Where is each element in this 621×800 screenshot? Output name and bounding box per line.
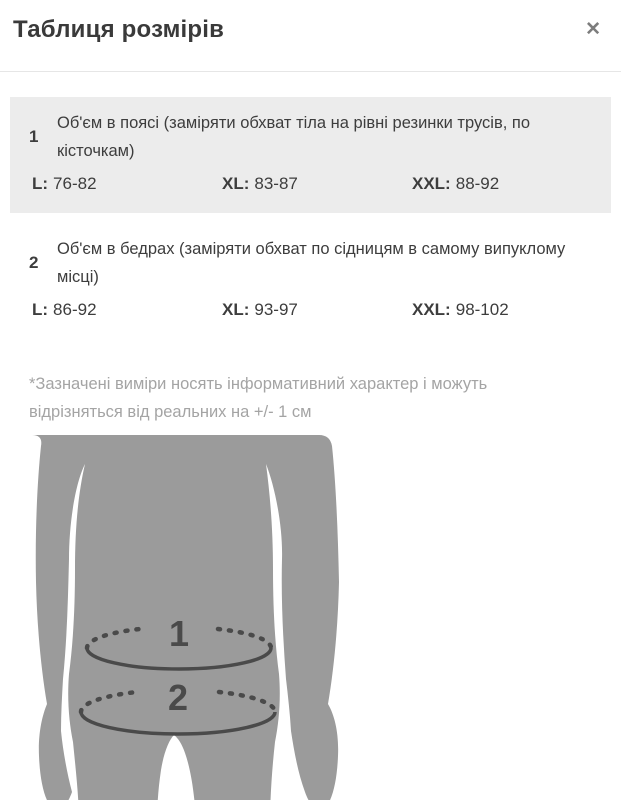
size-cell-l bbox=[32, 172, 222, 196]
size-label: L: bbox=[32, 300, 49, 319]
body-measurement-illustration bbox=[18, 434, 345, 800]
measurement-number: 1 bbox=[29, 127, 39, 146]
sizes-row bbox=[29, 172, 591, 196]
size-value: 93-97 bbox=[254, 300, 298, 319]
size-value: 83-87 bbox=[254, 174, 298, 193]
size-cell-xl bbox=[222, 298, 412, 322]
size-value: 86-92 bbox=[53, 300, 97, 319]
header-divider bbox=[0, 71, 621, 72]
size-cell-xxl bbox=[412, 172, 499, 196]
close-icon[interactable]: ✕ bbox=[585, 19, 601, 40]
description-row bbox=[29, 109, 591, 165]
measurement-description: Об'єм в бедрах (заміряти обхват по сідницям в самому випуклому місці) bbox=[57, 240, 566, 286]
measurement-note: *Зазначені виміри носять інформативний характер і можуть відрізняться від реальних на +/- 1 см bbox=[29, 375, 488, 421]
measurement-label-2: 2 bbox=[167, 677, 189, 718]
size-value: 88-92 bbox=[455, 174, 500, 193]
page-title: Таблиця розмірів bbox=[13, 16, 225, 43]
size-cell-xl bbox=[222, 172, 412, 196]
measurement-label-1: 1 bbox=[168, 613, 190, 654]
measurement-number: 2 bbox=[29, 253, 39, 272]
measurement-section-waist bbox=[10, 97, 611, 213]
description-row bbox=[29, 235, 591, 291]
size-label: XXL: bbox=[412, 300, 451, 319]
measurement-description: Об'єм в поясі (заміряти обхват тіла на рівні резинки трусів, по кісточкам) bbox=[57, 114, 531, 160]
size-value: 98-102 bbox=[455, 300, 509, 319]
size-cell-l bbox=[32, 298, 222, 322]
size-value: 76-82 bbox=[53, 174, 97, 193]
body-silhouette-svg bbox=[18, 434, 345, 800]
size-label: XL: bbox=[222, 174, 250, 193]
sizes-row bbox=[29, 298, 591, 322]
size-cell-xxl bbox=[412, 298, 509, 322]
size-label: XXL: bbox=[412, 174, 451, 193]
size-label: XL: bbox=[222, 300, 250, 319]
size-label: L: bbox=[32, 174, 49, 193]
measurement-section-hips bbox=[10, 223, 611, 339]
modal-header bbox=[0, 0, 621, 45]
